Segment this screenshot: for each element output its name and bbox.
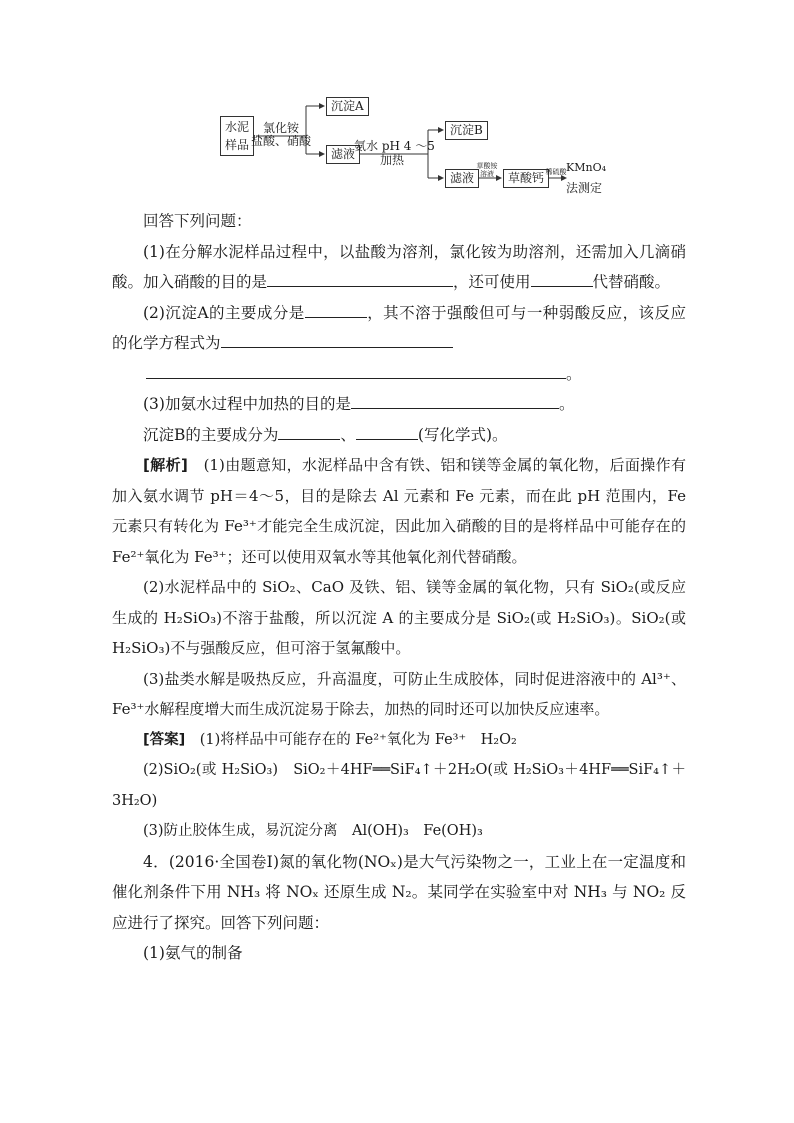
q3-end: 。 <box>558 395 575 413</box>
analysis-p1-line-3: Fe 元素只有转化为 Fe³⁺才能完全生成沉淀，因此加入硝酸的目的是将样品中可能 <box>112 486 686 535</box>
q1-blank-2[interactable] <box>531 268 593 287</box>
q3-blank-3[interactable] <box>356 421 418 440</box>
sample-line-1: 水泥 <box>225 120 250 134</box>
method-label <box>566 158 608 198</box>
filtrate2-box: 滤液 <box>445 169 479 188</box>
question-4-part-1: (1)氨气的制备 <box>143 944 243 962</box>
question-intro: 回答下列问题： <box>143 212 252 230</box>
precipitate-a-box: 沉淀A <box>326 97 369 116</box>
question-2-continued <box>112 359 686 390</box>
q3-text-a: (3)加氨水过程中加热的目的是 <box>143 395 351 413</box>
analysis-p2 <box>112 572 686 664</box>
answer-1 <box>112 725 686 756</box>
q4-line-3: 应进行了探究。回答下列问题： <box>112 913 330 932</box>
analysis-p1-line-4: 存在的 Fe²⁺氧化为 Fe³⁺；还可以使用双氧水等其他氧化剂代替硝酸。 <box>112 517 686 566</box>
reagent2-label <box>354 139 435 167</box>
q2-text-c: 应的化学方程式为 <box>112 303 686 352</box>
answer-2 <box>112 755 686 816</box>
question-3-b <box>112 420 686 451</box>
q3-sep: 、 <box>340 425 356 444</box>
answer-2-line-1: (2)SiO₂(或 H₂SiO₃) SiO₂＋4HF══SiF₄↑＋2H₂O(或 H₂SiO₃＋4HF══SiF₄↑＋ <box>143 762 686 778</box>
question-1 <box>112 237 686 298</box>
method-line-1: KMnO₄ <box>566 161 606 174</box>
analysis-p3-line-2: ⁺、Fe³⁺水解程度增大而生成沉淀易于除去，加热的同时还可以加快反应速率。 <box>112 669 686 718</box>
reagent1-line-1: 氯化铵 <box>262 121 299 135</box>
q2-end: 。 <box>566 364 582 383</box>
sample-line-2: 样品 <box>225 138 250 152</box>
precipitate-b-box: 沉淀B <box>445 121 488 140</box>
q3-text-b: 沉淀B的主要成分为 <box>143 425 279 444</box>
q2-text-a: (2)沉淀A的主要成分是 <box>143 303 305 322</box>
q2-text-b: ，其不溶于强酸但可与一种弱酸反应，该反 <box>366 303 671 322</box>
q2-blank-1[interactable] <box>305 299 367 318</box>
method-line-2: 法测定 <box>566 181 603 195</box>
filtrate1-box: 滤液 <box>326 145 360 164</box>
reagent4-label: 稀硫酸 <box>545 168 567 176</box>
q3-blank-1[interactable] <box>351 390 559 409</box>
reagent3-line-1: 草酸铵 <box>476 162 498 170</box>
question-4 <box>112 847 686 939</box>
reagent2-line-2: 加热 <box>379 153 404 167</box>
analysis-p1-line-2: 作有加入氨水调节 pH＝4～5，目的是除去 Al 元素和 Fe 元素，而在此 pH 范围内， <box>112 456 686 505</box>
q2-blank-2[interactable] <box>221 329 453 348</box>
q1-blank-1[interactable] <box>267 268 453 287</box>
reagent3-line-2: 溶液 <box>480 170 494 178</box>
q1-text-c: ，还可使用 <box>453 273 531 291</box>
question-content <box>112 206 686 969</box>
answer-1-text: (1)将样品中可能存在的 Fe²⁺氧化为 Fe³⁺ H₂O₂ <box>199 731 517 748</box>
question-2 <box>112 298 686 359</box>
answer-tag: [答案] <box>143 731 186 748</box>
q3-blank-2[interactable] <box>278 421 340 440</box>
process-flow-diagram <box>218 92 618 202</box>
reagent1-line-2: 盐酸、硝酸 <box>250 134 311 148</box>
reagent3-label <box>472 162 502 178</box>
analysis-p2-line-2: 应生成的 H₂SiO₃)不溶于盐酸，所以沉淀 A 的主要成分是 SiO₂(或 H₂SiO₃)。SiO₂(或 <box>112 578 686 627</box>
q4-line-1: 4．(2016·全国卷Ⅰ)氮的氧化物(NOₓ)是大气污染物之一，工业上在一定温度 <box>143 852 671 871</box>
analysis-p3 <box>112 664 686 725</box>
analysis-p1-line-1: (1)由题意知，水泥样品中含有铁、铝和镁等金属的氧化物，后面操 <box>203 456 656 474</box>
answer-2-line-2: 3H₂O) <box>112 792 158 809</box>
q2-blank-3[interactable] <box>146 360 566 379</box>
answer-3 <box>112 816 686 847</box>
calcium-oxalate-box: 草酸钙 <box>503 169 549 188</box>
question-3 <box>112 389 686 420</box>
analysis-tag: [解析] <box>143 456 188 474</box>
analysis-p1 <box>112 450 686 572</box>
answer-3-text: (3)防止胶体生成，易沉淀分离 Al(OH)₃ Fe(OH)₃ <box>143 823 483 839</box>
q4-line-2: 和催化剂条件下用 NH₃ 将 NOₓ 还原生成 N₂。某同学在实验室中对 NH₃ 与 NO₂ 反 <box>112 852 686 901</box>
q1-text-e: 酸。 <box>639 273 671 291</box>
q3-text-c: (写化学式)。 <box>417 425 508 444</box>
q1-text-b: 硝酸。加入硝酸的目的是 <box>112 242 686 291</box>
q1-text-d: 代替硝 <box>592 273 640 291</box>
q1-text-a: (1)在分解水泥样品过程中，以盐酸为溶剂，氯化铵为助溶剂，还需加入几滴 <box>143 242 671 261</box>
cement-sample-box <box>220 116 254 156</box>
analysis-p3-line-1: (3)盐类水解是吸热反应，升高温度，可防止生成胶体，同时促进溶液中的 Al³ <box>143 669 663 688</box>
analysis-p2-line-1: (2)水泥样品中的 SiO₂、CaO 及铁、铝、镁等金属的氧化物，只有 SiO₂(或反 <box>143 578 671 596</box>
reagent1-label <box>250 122 312 148</box>
analysis-p2-line-3: H₂SiO₃)不与强酸反应，但可溶于氢氟酸中。 <box>112 639 411 657</box>
reagent2-line-1: 氨水 pH 4 ～5 <box>354 139 435 153</box>
